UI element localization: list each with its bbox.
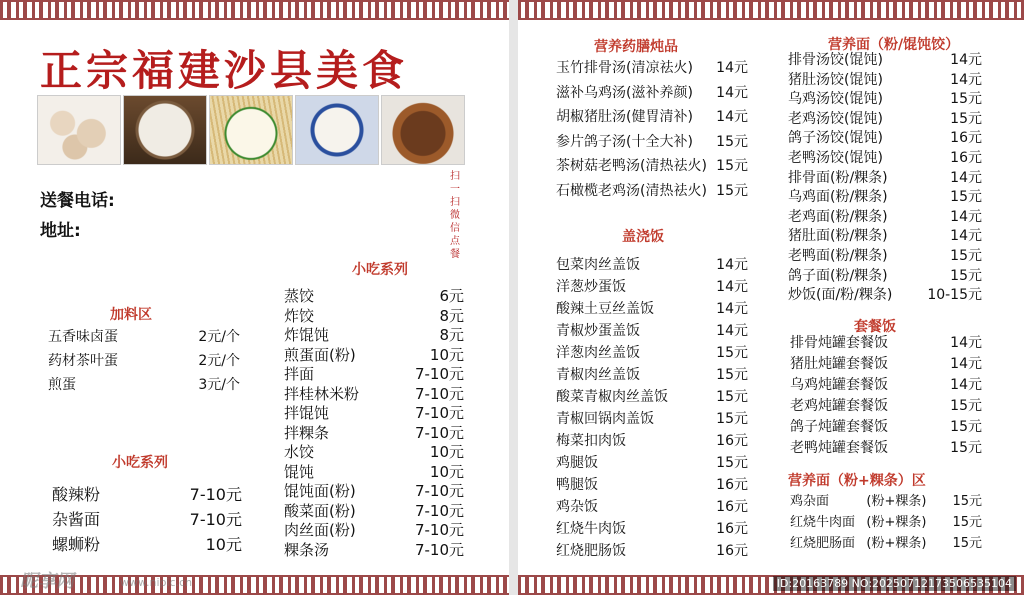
item-name: 水饺 [284, 443, 315, 461]
item-name: 乌鸡炖罐套餐饭 [790, 377, 888, 393]
rice-list [556, 254, 748, 562]
item-name: 酸菜面(粉) [284, 501, 356, 520]
item-price: 16元 [716, 521, 748, 537]
list-item [556, 386, 748, 408]
steamed-dumplings-photo [295, 95, 379, 165]
stew-title: 营养药膳炖品 [594, 39, 678, 55]
item-price: 15元 [716, 455, 748, 471]
item-price: 15元 [716, 411, 748, 427]
list-item [284, 424, 464, 444]
item-price: 14元 [950, 356, 982, 372]
item-name: 酸辣土豆丝盖饭 [556, 301, 654, 317]
list-item [284, 482, 464, 502]
item-price: 14元 [716, 279, 748, 295]
item-price: 16元 [950, 130, 982, 147]
list-item [790, 533, 982, 554]
item-name: 洋葱肉丝盖饭 [556, 345, 640, 361]
item-name: 拌面 [284, 365, 315, 383]
item-name: 红烧肥肠面 [790, 536, 856, 551]
item-name: 鸽子汤饺(馄饨) [788, 130, 883, 147]
item-price: 16元 [950, 149, 982, 166]
list-item [788, 267, 982, 287]
item-price: 14元 [950, 377, 982, 393]
list-item [556, 430, 748, 452]
item-name: 青椒回锅肉盖饭 [556, 411, 654, 427]
item-name: 鸭腿饭 [556, 477, 598, 493]
item-note: (粉+粿条) [866, 515, 927, 530]
menu-title: 正宗福建沙县美食 [40, 46, 409, 95]
addons-list [48, 327, 240, 395]
list-item [556, 276, 748, 298]
list-item [556, 452, 748, 474]
item-name: 拌桂林米粉 [284, 384, 360, 403]
item-price: 14元 [950, 169, 982, 186]
watermark-url: www.nipic.cn [120, 576, 193, 589]
list-item [556, 130, 748, 155]
list-item [284, 326, 464, 346]
item-note: (粉+粿条) [866, 494, 927, 509]
list-item [788, 129, 982, 149]
list-item [556, 320, 748, 342]
item-name: 包菜肉丝盖饭 [556, 257, 640, 273]
list-item [788, 110, 982, 130]
menu-left-panel [0, 0, 509, 595]
item-price: 10元 [429, 462, 464, 481]
list-item [284, 521, 464, 541]
list-item [284, 541, 464, 561]
list-item [284, 463, 464, 483]
item-price: 15元 [950, 91, 982, 108]
list-item [790, 396, 982, 417]
decorative-border-bottom [0, 575, 509, 595]
item-price: 10元 [429, 443, 464, 461]
list-item [556, 540, 748, 562]
list-item: 煎蛋 3元/个 [48, 377, 240, 393]
qr-hint: 扫一扫微信点餐 [450, 171, 460, 260]
item-name: 红烧肥肠饭 [556, 543, 626, 559]
item-price: 15元 [950, 267, 982, 284]
watermark-logo: 昵享网 [20, 571, 74, 592]
list-item [284, 365, 464, 385]
item-price: 14元 [950, 228, 982, 245]
list-item [790, 354, 982, 375]
list-item [790, 491, 982, 512]
item-price: 6元 [439, 287, 464, 305]
list-item [556, 254, 748, 276]
combo-list [790, 491, 982, 554]
list-item [788, 51, 982, 71]
item-price: 14元 [950, 52, 982, 68]
list-item [790, 333, 982, 354]
item-price: 15元 [716, 367, 748, 383]
list-item [284, 385, 464, 405]
item-price: 16元 [716, 477, 748, 493]
item-name: 老鸭面(粉/粿条) [788, 247, 888, 264]
item-price: 15元 [716, 345, 748, 361]
list-item [556, 342, 748, 364]
list-item [556, 81, 748, 106]
item-price: 14元 [950, 208, 982, 225]
item-name: 鸡杂面 [790, 494, 830, 509]
list-item [788, 71, 982, 91]
list-item [788, 169, 982, 189]
item-price: 14元 [716, 60, 748, 76]
list-item [284, 307, 464, 327]
item-name: 老鸭汤饺(馄饨) [788, 149, 883, 166]
list-item [556, 518, 748, 540]
noodles-list [788, 51, 982, 306]
item-name: 炸饺 [284, 306, 315, 325]
list-item [284, 287, 464, 307]
item-price: 15元 [952, 536, 982, 551]
item-price: 7-10元 [414, 482, 464, 500]
item-price: 15元 [950, 419, 982, 435]
list-item: 杂酱面 7-10元 [52, 510, 242, 529]
item-price: 14元 [950, 71, 982, 88]
item-price: 15元 [952, 494, 982, 509]
item-note: (粉+粿条) [866, 536, 927, 551]
decorative-border-top [518, 0, 1024, 20]
list-item [556, 496, 748, 518]
list-item [790, 512, 982, 533]
item-name: 馄饨 [284, 462, 315, 481]
item-name: 猪肚汤饺(馄饨) [788, 71, 883, 88]
addons-title: 加料区 [110, 307, 152, 323]
item-name: 红烧牛肉饭 [556, 521, 626, 537]
sets-title: 套餐饭 [854, 319, 896, 335]
food-photos [37, 95, 465, 165]
item-name: 排骨面(粉/粿条) [788, 169, 888, 186]
item-price: 16元 [716, 543, 748, 559]
list-item [788, 208, 982, 228]
item-price: 14元 [950, 335, 982, 351]
item-name: 炒饭(面/粉/粿条) [788, 287, 893, 304]
rice-title: 盖浇饭 [622, 229, 664, 245]
list-item: 药材茶叶蛋 2元/个 [48, 353, 240, 369]
list-item [284, 346, 464, 366]
item-name: 鸡腿饭 [556, 455, 598, 471]
item-name: 青椒肉丝盖饭 [556, 367, 640, 383]
list-item [284, 404, 464, 424]
item-name: 排骨炖罐套餐饭 [790, 335, 888, 351]
list-item: 酸辣粉 7-10元 [52, 485, 242, 504]
item-price: 7-10元 [414, 384, 464, 403]
item-price: 14元 [716, 301, 748, 317]
item-name: 煎蛋面(粉) [284, 345, 356, 364]
item-name: 粿条汤 [284, 540, 330, 559]
item-price: 15元 [716, 158, 748, 174]
item-price: 16元 [716, 433, 748, 449]
item-name: 洋葱炒蛋饭 [556, 279, 626, 295]
list-item [556, 474, 748, 496]
combo-title: 营养面（粉+粿条）区 [788, 473, 926, 489]
item-name: 参片鸽子汤(十全大补) [556, 133, 693, 150]
list-item [556, 179, 748, 204]
item-price: 15元 [716, 182, 748, 199]
list-item [284, 443, 464, 463]
item-name: 石橄榄老鸡汤(清热祛火) [556, 182, 707, 199]
item-name: 乌鸡汤饺(馄饨) [788, 91, 883, 108]
snacks-b-list [284, 287, 464, 560]
list-item: 螺蛳粉 10元 [52, 535, 242, 554]
item-price: 7-10元 [414, 540, 464, 559]
item-name: 乌鸡面(粉/粿条) [788, 189, 888, 206]
item-name: 炸馄饨 [284, 326, 330, 344]
noodles-title: 营养面（粉/馄饨饺） [828, 37, 960, 53]
stew-list [556, 56, 748, 203]
item-price: 14元 [716, 109, 748, 125]
list-item [788, 90, 982, 110]
item-name: 蒸饺 [284, 287, 315, 305]
item-price: 15元 [950, 398, 982, 414]
list-item: 五香味卤蛋 2元/个 [48, 329, 240, 345]
item-name: 滋补乌鸡汤(滋补养颜) [556, 84, 693, 101]
list-item [788, 247, 982, 267]
list-item [788, 227, 982, 247]
dumplings-photo [37, 95, 121, 165]
item-name: 鸡杂饭 [556, 499, 598, 515]
item-price: 14元 [716, 84, 748, 101]
snacks-a-list [52, 482, 242, 557]
item-name: 玉竹排骨汤(清凉祛火) [556, 60, 693, 76]
list-item [788, 286, 982, 306]
list-item [788, 188, 982, 208]
item-price: 8元 [439, 326, 464, 344]
item-name: 茶树菇老鸭汤(清热祛火) [556, 158, 707, 174]
item-price: 10-15元 [927, 287, 982, 304]
item-name: 酸菜青椒肉丝盖饭 [556, 389, 668, 405]
item-price: 7-10元 [414, 404, 464, 422]
item-name: 鸽子面(粉/粿条) [788, 267, 888, 284]
item-name: 拌馄饨 [284, 404, 330, 422]
sets-list [790, 333, 982, 459]
snacks-b-title: 小吃系列 [352, 262, 408, 278]
list-item [556, 364, 748, 386]
item-name: 猪肚面(粉/粿条) [788, 228, 888, 245]
item-name: 胡椒猪肚汤(健胃清补) [556, 109, 693, 125]
item-price: 15元 [950, 247, 982, 264]
item-price: 14元 [716, 323, 748, 339]
list-item [556, 154, 748, 179]
item-price: 10元 [429, 345, 464, 364]
snacks-a-title: 小吃系列 [112, 455, 168, 471]
item-name: 排骨汤饺(馄饨) [788, 52, 883, 68]
list-item [284, 502, 464, 522]
address-label: 地址: [40, 221, 81, 241]
item-name: 老鸡面(粉/粿条) [788, 208, 888, 225]
item-name: 鸽子炖罐套餐饭 [790, 419, 888, 435]
item-price: 16元 [716, 499, 748, 515]
decorative-border-top [0, 0, 509, 20]
item-name: 拌粿条 [284, 423, 330, 442]
item-price: 15元 [952, 515, 982, 530]
item-price: 15元 [716, 389, 748, 405]
item-name: 肉丝面(粉) [284, 521, 356, 539]
item-name: 老鸡汤饺(馄饨) [788, 110, 883, 127]
phone-label: 送餐电话: [40, 191, 115, 211]
image-id-text: ID:20163789 NO:20250712173506535104 [773, 576, 1016, 591]
list-item [556, 105, 748, 130]
noodles-photo [209, 95, 293, 165]
item-name: 老鸡炖罐套餐饭 [790, 398, 888, 414]
item-price: 8元 [439, 306, 464, 325]
item-name: 梅菜扣肉饭 [556, 433, 626, 449]
item-price: 14元 [716, 257, 748, 273]
item-name: 青椒炒蛋盖饭 [556, 323, 640, 339]
wonton-soup-photo [123, 95, 207, 165]
list-item [556, 408, 748, 430]
menu-right-panel [518, 0, 1024, 595]
list-item [790, 375, 982, 396]
item-price: 15元 [950, 110, 982, 127]
list-item [556, 56, 748, 81]
item-price: 15元 [950, 440, 982, 456]
list-item [790, 438, 982, 459]
list-item [790, 417, 982, 438]
item-price: 7-10元 [414, 521, 464, 539]
stew-pot-photo [381, 95, 465, 165]
list-item [788, 149, 982, 169]
item-name: 馄饨面(粉) [284, 482, 356, 500]
item-price: 7-10元 [414, 501, 464, 520]
list-item [556, 298, 748, 320]
item-name: 红烧牛肉面 [790, 515, 856, 530]
item-price: 15元 [950, 189, 982, 206]
item-name: 老鸭炖罐套餐饭 [790, 440, 888, 456]
item-price: 7-10元 [414, 423, 464, 442]
item-price: 15元 [716, 133, 748, 150]
item-price: 7-10元 [414, 365, 464, 383]
item-name: 猪肚炖罐套餐饭 [790, 356, 888, 372]
